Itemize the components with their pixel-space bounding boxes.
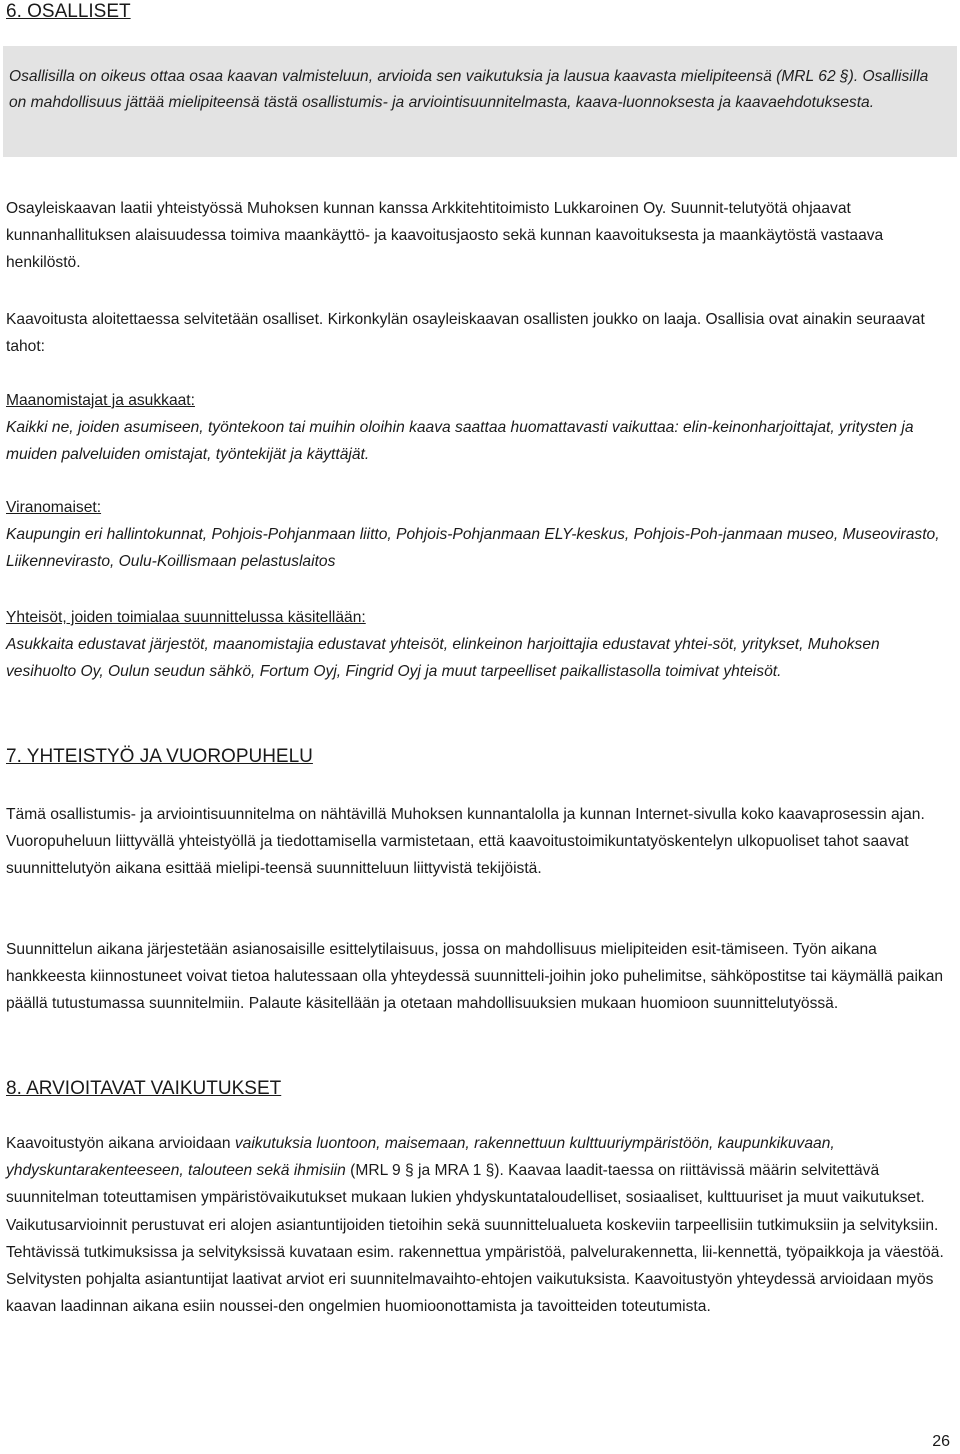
intro-text: Osallisilla on oikeus ottaa osaa kaavan valmisteluun, arvioida sen vaikutuksia ja lausua kaavasta mielipiteensä (MRL 62 §). Osallisilla on mahdollisuus jättää mielipiteensä tästä osallistumis- ja arviointisuunnitelmasta, kaava-luonnoksesta ja kaavaehdotuksesta. — [9, 68, 929, 111]
group-communities — [6, 604, 950, 686]
group-landowners-text: Kaikki ne, joiden asumiseen, työntekoon tai muihin oloihin kaava saattaa huomattavasti vaikuttaa: elin-keinonharjoittajat, yritysten ja muiden palveluiden omistajat, työntekijät ja käyttäjät. — [6, 419, 914, 464]
page-number: 26 — [932, 1433, 950, 1450]
group-landowners — [6, 387, 950, 469]
section-6-heading — [6, 0, 943, 24]
section-7-heading — [6, 745, 929, 769]
section-8-lead: Kaavoitustyön aikana arvioidaan — [6, 1135, 235, 1152]
section-7-paragraph-1: Tämä osallistumis- ja arviointisuunnitelma on nähtävillä Muhoksen kunnantalolla ja kunnan Internet-sivulla koko kaavaprosessin ajan. Vuoropuheluun liittyvällä yhteistyöllä ja tiedottamisella varmistetaan, että kaavoitustoimikuntatyöskentelyn ulkopuoliset tahot saavat suunnittelutyön aikana esittää mielipi-teensä suunnitteluun liittyvistä tekijöistä. — [6, 806, 925, 878]
section-8-paragraph-1 — [6, 1130, 950, 1320]
intro-box — [3, 46, 957, 157]
section-6-paragraph-2: Kaavoitusta aloitettaessa selvitetään osalliset. Kirkonkylän osayleiskaavan osallisten joukko on laaja. Osallisia ovat ainakin seuraavat tahot: — [6, 311, 925, 356]
section-6-paragraph-1: Osayleiskaavan laatii yhteistyössä Muhoksen kunnan kanssa Arkkitehtitoimisto Lukkaroinen Oy. Suunnit-telutyötä ohjaavat kunnanhallituksen alaisuudessa toimiva maankäyttö- ja kaavoitusjaosto sekä kunnan kaavoituksesta ja maankäytöstä vastaava henkilöstö. — [6, 200, 884, 272]
section-8-heading — [6, 1077, 923, 1101]
group-authorities-title: Viranomaiset: — [6, 499, 102, 516]
group-communities-title: Yhteisöt, joiden toimialaa suunnittelussa käsitellään: — [6, 609, 366, 626]
section-8-rest: (MRL 9 § ja MRA 1 §). Kaavaa laadit-taessa on riittävissä määrin selvitettävä suunnitelman toteuttamisen ympäristövaikutukset mukaan lukien yhdyskuntataloudelliset, sosiaaliset, kulttuuriset ja muut vaikutukset. Vaikutusarvioinnit perustuvat eri alojen asiantuntijoiden tietoihin sekä suunnittelualueta koskeviin tarpeellisiin tutkimuksiin ja selvityksiin. Tehtävissä tutkimuksissa ja selvityksissä kuvataan esim. rakennettua ympäristöä, palvelurakennetta, lii-kennettä, työpaikkoja ja väestöä. Selvitysten pohjalta asiantuntijat laativat arviot eri suunnitelmavaihto-ehtojen vaikutuksista. Kaavoitustyön yhteydessä arvioidaan myös kaavan laadinnan aikana esiin noussei-den ongelmien huomioonottamista ja tavoitteiden toteutumista. — [6, 1162, 944, 1316]
group-communities-text: Asukkaita edustavat järjestöt, maanomistajia edustavat yhteisöt, elinkeinon harjoittajia edustavat yhtei-söt, yritykset, Muhoksen vesihuolto Oy, Oulun seudun sähkö, Fortum Oyj, Fingrid Oyj ja muut tarpeelliset paikallistasolla toimivat yhteisöt. — [6, 636, 880, 681]
section-7-heading-text: 7. YHTEISTYÖ JA VUOROPUHELU — [6, 746, 313, 767]
group-authorities-text: Kaupungin eri hallintokunnat, Pohjois-Pohjanmaan liitto, Pohjois-Pohjanmaan ELY-keskus, Pohjois-Poh-janmaan museo, Museovirasto, Liikennevirasto, Oulu-Koillismaan pelastuslaitos — [6, 526, 940, 571]
section-8-impact-list: vaikutuksia luontoon, maisemaan, rakennettuun kulttuuriympäristöön, kaupunkikuvaan, yhdyskuntarakenteeseen, talouteen sekä ihmisiin — [6, 1135, 835, 1180]
section-6-heading-text: 6. OSALLISET — [6, 1, 131, 22]
section-8-heading-text: 8. ARVIOITAVAT VAIKUTUKSET — [6, 1078, 282, 1099]
group-landowners-title: Maanomistajat ja asukkaat: — [6, 392, 195, 409]
group-authorities — [6, 494, 950, 576]
section-7-paragraph-2: Suunnittelun aikana järjestetään asianosaisille esittelytilaisuus, jossa on mahdollisuus mielipiteiden esit-tämiseen. Työn aikana hankkeesta kiinnostuneet voivat tietoa halutessaan olla yhteydessä suunnitteli-joihin joko puhelimitse, sähköpostitse tai käymällä paikan päällä tutustumassa suunnitelmiin. Palaute käsitellään ja otetaan mahdollisuuksien mukaan huomioon suunnittelutyössä. — [6, 941, 944, 1013]
